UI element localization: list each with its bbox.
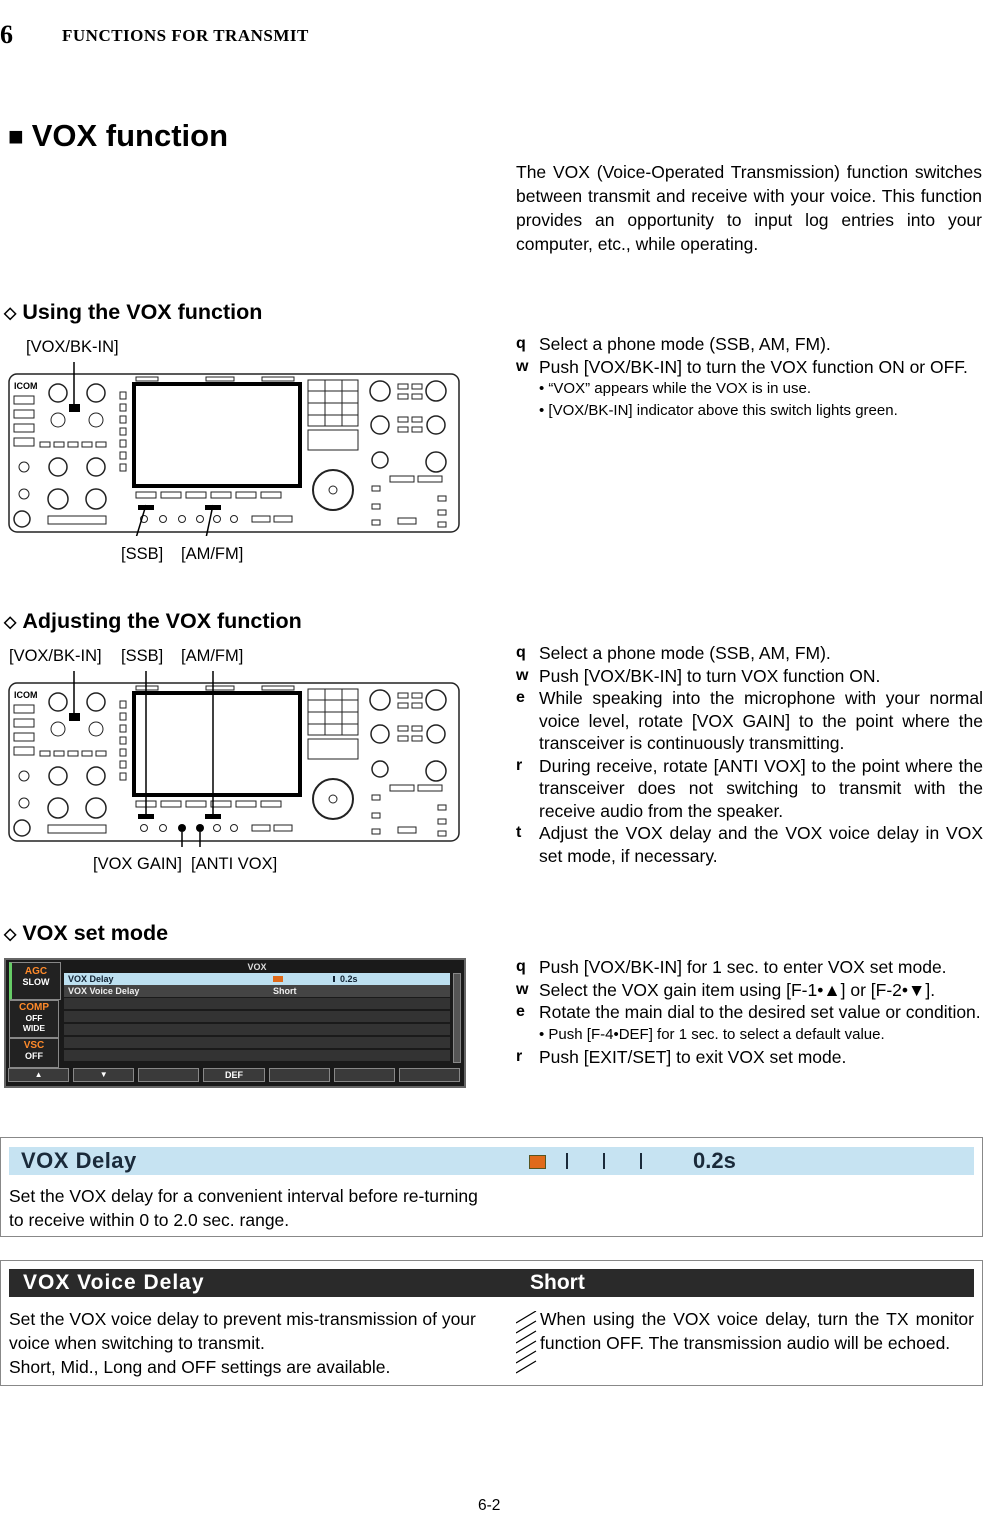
fkey-up-button[interactable]: ▲ bbox=[8, 1068, 69, 1082]
label-vox-gain: [VOX GAIN] bbox=[93, 855, 182, 873]
step-number: q bbox=[516, 958, 526, 975]
radio-front-panel-1 bbox=[8, 362, 460, 536]
adjusting-heading-text: Adjusting the VOX function bbox=[22, 609, 302, 633]
label-anti-vox: [ANTI VOX] bbox=[191, 855, 278, 873]
fkey-button[interactable] bbox=[138, 1068, 199, 1082]
label-am-fm: [AM/FM] bbox=[181, 647, 244, 665]
step-text: Rotate the main dial to the desired set value or condition. bbox=[539, 1002, 981, 1022]
vox-voice-delay-bar bbox=[9, 1269, 974, 1297]
vox-delay-description: Set the VOX delay for a convenient interval before re-turning to receive within 0 to 2.0 sec. range. bbox=[9, 1186, 478, 1230]
side-button-label: COMP bbox=[19, 1002, 49, 1013]
level-tick bbox=[640, 1153, 642, 1169]
vox-delay-box bbox=[0, 1137, 983, 1237]
note: • [VOX/BK-IN] indicator above this switch lights green. bbox=[539, 402, 898, 419]
lcd-row-empty bbox=[64, 998, 450, 1009]
step bbox=[516, 1046, 983, 1069]
fkey-button[interactable] bbox=[269, 1068, 330, 1082]
label-am-fm: [AM/FM] bbox=[181, 545, 244, 563]
step-number: w bbox=[516, 357, 529, 375]
transceiver-illustration bbox=[8, 671, 460, 847]
diamond-icon: ◇ bbox=[4, 613, 17, 631]
label-vox-bk-in: [VOX/BK-IN] bbox=[9, 647, 102, 665]
section-title-text: VOX function bbox=[31, 118, 229, 153]
setmode-heading bbox=[4, 921, 168, 946]
side-button-label: VSC bbox=[23, 1040, 45, 1051]
diamond-icon: ◇ bbox=[4, 925, 17, 943]
level-tick bbox=[603, 1153, 605, 1169]
level-bar-fill bbox=[529, 1155, 546, 1169]
svg-text:ICOM: ICOM bbox=[14, 381, 38, 391]
step-text: While speaking into the microphone with your normal voice level, rotate [VOX GAIN] to the point where the transceiver is continuously transmitting. bbox=[539, 688, 983, 753]
lcd-header: VOX bbox=[247, 962, 267, 972]
using-heading-text: Using the VOX function bbox=[22, 300, 263, 324]
lcd-scrollbar[interactable] bbox=[453, 973, 461, 1063]
lcd-row-empty bbox=[64, 1011, 450, 1022]
step bbox=[516, 687, 983, 755]
vox-voice-delay-description: Set the VOX voice delay to prevent mis-transmission of your voice when switching to transmit. Short, Mid., Long and OFF settings are available. bbox=[9, 1309, 476, 1377]
lcd-row-selected[interactable] bbox=[64, 973, 450, 985]
fkey-button[interactable] bbox=[334, 1068, 395, 1082]
label-ssb: [SSB] bbox=[121, 545, 164, 563]
lcd-row-name: VOX Voice Delay bbox=[68, 986, 140, 996]
step-text: Select the VOX gain item using [F-1•▲] or [F-2•▼]. bbox=[539, 979, 936, 1000]
lcd-row-empty bbox=[64, 1050, 450, 1061]
side-button-value: SLOW bbox=[22, 977, 50, 987]
level-bar bbox=[273, 976, 335, 982]
note: • Push [F-4•DEF] for 1 sec. to select a default value. bbox=[539, 1025, 885, 1043]
level-tick bbox=[566, 1153, 568, 1169]
step-text: Push [VOX/BK-IN] to turn the VOX function ON or OFF. bbox=[539, 356, 968, 377]
section-bullet: ■ bbox=[8, 120, 24, 151]
step-text: Select a phone mode (SSB, AM, FM). bbox=[539, 334, 831, 354]
step-number: e bbox=[516, 1003, 525, 1020]
step-text: Push [VOX/BK-IN] for 1 sec. to enter VOX set mode. bbox=[539, 957, 947, 977]
label-ssb: [SSB] bbox=[121, 647, 164, 665]
radio-front-panel-2 bbox=[8, 671, 460, 847]
step bbox=[516, 979, 983, 1002]
lcd-row-empty bbox=[64, 1037, 450, 1048]
diamond-icon: ◇ bbox=[4, 304, 17, 322]
vox-delay-bar bbox=[9, 1147, 974, 1175]
side-button-agc bbox=[9, 962, 61, 1000]
label-vox-bk-in: [VOX/BK-IN] bbox=[26, 338, 119, 356]
note: • “VOX” appears while the VOX is in use. bbox=[539, 380, 812, 397]
lcd-row-value: Short bbox=[273, 986, 297, 996]
step-number: w bbox=[516, 980, 529, 998]
step bbox=[516, 333, 983, 356]
svg-text:ICOM: ICOM bbox=[14, 690, 38, 700]
lcd-row-name: VOX Delay bbox=[68, 974, 114, 984]
side-button-value: OFF WIDE bbox=[22, 1013, 46, 1033]
page-number: 6-2 bbox=[478, 1497, 501, 1514]
adjusting-heading bbox=[4, 609, 302, 634]
level-bar bbox=[529, 1153, 679, 1169]
using-steps bbox=[516, 333, 983, 422]
function-key-bar bbox=[8, 1068, 460, 1082]
step bbox=[516, 822, 983, 867]
setmode-steps bbox=[516, 956, 983, 1068]
step-text: Push [EXIT/SET] to exit VOX set mode. bbox=[539, 1046, 847, 1067]
vox-delay-value: 0.2s bbox=[693, 1148, 736, 1173]
lcd-row-value: 0.2s bbox=[340, 974, 358, 984]
lcd-row[interactable] bbox=[64, 985, 450, 997]
step bbox=[516, 642, 983, 665]
fkey-down-button[interactable]: ▼ bbox=[73, 1068, 134, 1082]
step-number: q bbox=[516, 644, 526, 661]
step-number: w bbox=[516, 666, 529, 684]
adjusting-steps bbox=[516, 642, 983, 867]
step bbox=[516, 665, 983, 688]
step-number: r bbox=[516, 1047, 523, 1065]
step-number: q bbox=[516, 335, 526, 352]
intro-paragraph: The VOX (Voice-Operated Transmission) function switches between transmit and receive with your voice. This function provides an opportunity to input log entries into your computer, etc., while operating. bbox=[516, 162, 982, 254]
vox-delay-label: VOX Delay bbox=[21, 1148, 137, 1173]
lcd-screen bbox=[4, 958, 466, 1088]
caution-hatch-icon bbox=[516, 1311, 538, 1377]
vox-voice-delay-box bbox=[0, 1260, 983, 1386]
fkey-def-button[interactable]: DEF bbox=[203, 1068, 264, 1082]
setmode-heading-text: VOX set mode bbox=[22, 921, 169, 945]
vox-voice-delay-note: When using the VOX voice delay, turn the TX monitor function OFF. The transmission audio will be echoed. bbox=[540, 1309, 974, 1353]
section-title bbox=[8, 118, 228, 154]
side-button-value: OFF bbox=[25, 1051, 43, 1061]
chapter-number: 6 bbox=[0, 20, 13, 49]
transceiver-illustration bbox=[8, 362, 460, 536]
side-button-vsc bbox=[9, 1038, 59, 1068]
step-text: Select a phone mode (SSB, AM, FM). bbox=[539, 643, 831, 663]
vox-voice-delay-value: Short bbox=[530, 1271, 585, 1294]
lcd-row-empty bbox=[64, 1024, 450, 1035]
step-number: r bbox=[516, 756, 523, 774]
side-button-comp bbox=[9, 1000, 59, 1038]
step bbox=[516, 1001, 983, 1024]
step bbox=[516, 356, 983, 379]
step-text: Adjust the VOX delay and the VOX voice delay in VOX set mode, if necessary. bbox=[539, 823, 983, 866]
step-text: Push [VOX/BK-IN] to turn VOX function ON. bbox=[539, 665, 881, 686]
vox-voice-delay-label: VOX Voice Delay bbox=[23, 1271, 205, 1294]
step-text: During receive, rotate [ANTI VOX] to the point where the transceiver does not switching to transmit with the receive audio from the speaker. bbox=[539, 755, 983, 821]
step bbox=[516, 956, 983, 979]
chapter-title: FUNCTIONS FOR TRANSMIT bbox=[62, 26, 309, 45]
step-number: t bbox=[516, 824, 522, 841]
side-button-label: AGC bbox=[24, 966, 48, 977]
step bbox=[516, 755, 983, 823]
step-number: e bbox=[516, 689, 525, 706]
fkey-button[interactable] bbox=[399, 1068, 460, 1082]
using-heading bbox=[4, 300, 262, 325]
